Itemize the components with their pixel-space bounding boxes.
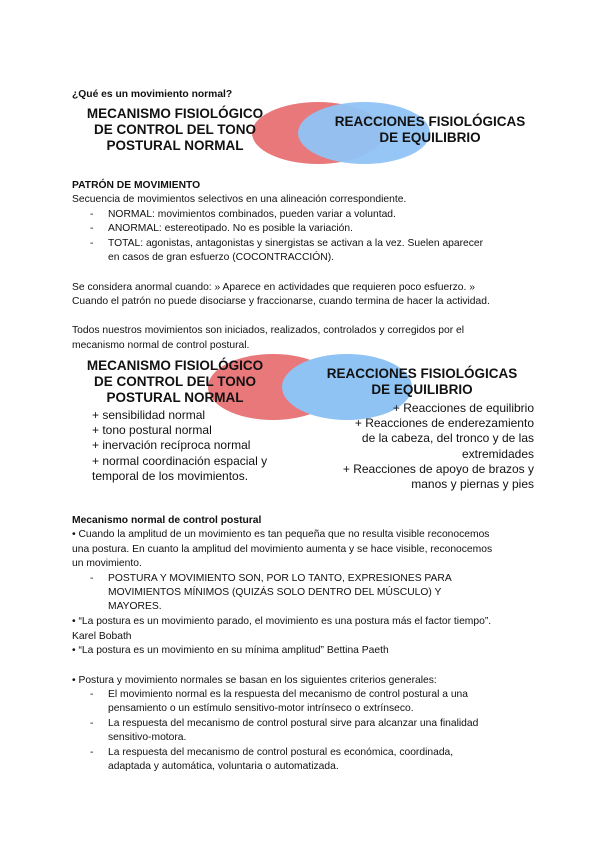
- venn-diagram-2: [72, 352, 542, 502]
- list-item: + tono postural normal: [92, 423, 212, 438]
- anormal-line-1: Se considera anormal cuando: » Aparece en actividades que requieren poco esfuerzo. »: [72, 282, 475, 293]
- list-item: + Reacciones de enderezamiento: [354, 416, 534, 431]
- list-item: de la cabeza, del tronco y de las: [361, 431, 534, 446]
- criterio-3-line-1: La respuesta del mecanismo de control postural es económica, coordinada,: [108, 747, 454, 758]
- author-bobath: Karel Bobath: [72, 631, 132, 642]
- mecanismo-p1-line-2: una postura. En cuanto la amplitud del movimiento aumenta y se hace visible, reconocemos: [72, 544, 493, 555]
- mecanismo-p1-line-1: • Cuando la amplitud de un movimiento es tan pequeña que no resulta visible reconocemos: [72, 529, 490, 540]
- caps-line-1: POSTURA Y MOVIMIENTO SON, POR LO TANTO, EXPRESIONES PARA: [108, 573, 452, 584]
- list-item: extremidades: [461, 446, 534, 461]
- patron-item-normal: NORMAL: movimientos combinados, pueden variar a voluntad.: [108, 209, 396, 220]
- criterio-2-line-1: La respuesta del mecanismo de control postural sirve para alcanzar una finalidad: [108, 718, 479, 729]
- mecanismo-p1-line-3: un movimiento.: [72, 558, 142, 569]
- venn1-right-title: REACCIONES FISIOLÓGICAS DE EQUILIBRIO: [334, 114, 526, 145]
- list-item: temporal de los movimientos.: [92, 468, 249, 483]
- list-item: + normal coordinación espacial y: [92, 453, 268, 468]
- patron-intro: Secuencia de movimientos selectivos en una alineación correspondiente.: [72, 194, 407, 205]
- criterio-2-line-2: sensitivo-motora.: [108, 732, 187, 743]
- criterio-3-line-2: adaptada y automática, voluntaria o automatizada.: [108, 761, 339, 772]
- criterio-1-line-2: pensamiento o un estímulo sensitivo-motor intrínseco o extrínseco.: [108, 703, 414, 714]
- venn-diagram-1: [72, 100, 532, 166]
- list-item: manos y piernas y pies: [411, 477, 534, 492]
- anormal-line-2: Cuando el patrón no puede disociarse y fraccionarse, cuando termina de hacer la actividad.: [72, 296, 490, 307]
- list-item: + inervación recíproca normal: [92, 438, 251, 453]
- document-page: ¿Qué es un movimiento normal? MECANISMO FISIOLÓGICO DE CONTROL DEL TONO POSTURAL NORMAL REACCIONES FISIOLÓGICAS DE EQUILIBRIO PATRÓN DE MOVIMIENTO Secuencia de movimientos selectivos en una alineación correspondiente. - NORMAL: movimientos combinados, pueden variar a voluntad. - ANORMAL: estereotipado. No es posible la variación. - TOTAL: agonistas, antagonistas y sinergistas se activan a la vez. Suelen aparecer en casos de gran esfuerzo (COCONTRACCIÓN). Se considera anormal cuando: » Aparece en actividades que requieren poco esfuerzo. » Cuando el patrón no puede disociarse y fraccionarse, cuando termina de hacer la actividad. Todos nuestros movimientos son iniciados, realizados, controlados y corregidos por el mecanismo normal de control postural. MECANISMO FISIOLÓGICO DE CONTROL DEL TONO POSTURAL NORMAL REACCIONES FISIOLÓGICAS DE EQUILIBRIO + sensibilidad normal + tono postural normal + inervación recíproca normal + normal coordinación espacial y temporal de los movimientos. + Reacciones de equilibrio + Reacciones de enderezamiento de la cabeza, del tronco y de las extremidades + Reacciones de apoyo de brazos y manos y piernas y pies Mecanismo normal de control postural • Cuando la amplitud de un movimiento es tan pequeña que no resulta visible reconocemos una postura. En cuanto la amplitud del movimiento aumenta y se hace visible, reconocemos un movimiento. - POSTURA Y MOVIMIENTO SON, POR LO TANTO, EXPRESIONES PARA MOVIMIENTOS MÍNIMOS (QUIZÁS SOLO DENTRO DEL MÚSCULO) Y MAYORES. • “La postura es un movimiento parado, el movimiento es una postura más el factor tiempo”. Karel Bobath • “La postura es un movimiento en su mínima amplitud” Bettina Paeth • Postura y movimiento normales se basan en los siguientes criterios generales: - El movimiento normal es la respuesta del mecanismo de control postural a una pensamiento o un estímulo sensitivo-motor intrínseco o extrínseco. - La respuesta del mecanismo de control postural sirve para alcanzar una finalidad sensitivo-motora. - La respuesta del mecanismo de control postural es económica, coordinada, adaptada y automática, voluntaria o automatizada.: [0, 0, 600, 848]
- criterios-intro: • Postura y movimiento normales se basan en los siguientes criterios generales:: [72, 675, 437, 686]
- venn2-left-list: [92, 408, 267, 484]
- criterio-1-line-1: El movimiento normal es la respuesta del mecanismo de control postural a una: [108, 689, 468, 700]
- mecanismo-title: Mecanismo normal de control postural: [72, 515, 262, 526]
- patron-item-total: TOTAL: agonistas, antagonistas y sinergistas se activan a la vez. Suelen aparecer: [108, 238, 484, 249]
- patron-title: PATRÓN DE MOVIMIENTO: [72, 180, 201, 191]
- list-item: + Reacciones de equilibrio: [392, 401, 534, 415]
- page-heading: ¿Qué es un movimiento normal?: [72, 89, 233, 100]
- todos-line-2: mecanismo normal de control postural.: [72, 340, 250, 351]
- caps-line-3: MAYORES.: [108, 601, 162, 612]
- venn1-left-title: MECANISMO FISIOLÓGICO DE CONTROL DEL TONO POSTURAL NORMAL: [86, 106, 264, 153]
- list-item: + Reacciones de apoyo de brazos y: [342, 461, 534, 476]
- quote-paeth: • “La postura es un movimiento en su mínima amplitud” Bettina Paeth: [72, 645, 389, 656]
- patron-item-anormal: ANORMAL: estereotipado. No es posible la variación.: [108, 223, 353, 234]
- quote-bobath: • “La postura es un movimiento parado, el movimiento es una postura más el factor tiempo”.: [72, 616, 492, 627]
- venn2-right-list: [343, 401, 534, 492]
- venn2-right-title: REACCIONES FISIOLÓGICAS DE EQUILIBRIO: [326, 366, 518, 397]
- todos-line-1: Todos nuestros movimientos son iniciados, realizados, controlados y corregidos por el: [72, 325, 465, 336]
- caps-line-2: MOVIMIENTOS MÍNIMOS (QUIZÁS SOLO DENTRO DEL MÚSCULO) Y: [108, 587, 442, 598]
- venn2-left-title: MECANISMO FISIOLÓGICO DE CONTROL DEL TONO POSTURAL NORMAL: [86, 358, 264, 405]
- list-item: + sensibilidad normal: [92, 408, 206, 422]
- patron-item-total-cont: en casos de gran esfuerzo (COCONTRACCIÓN).: [108, 252, 335, 263]
